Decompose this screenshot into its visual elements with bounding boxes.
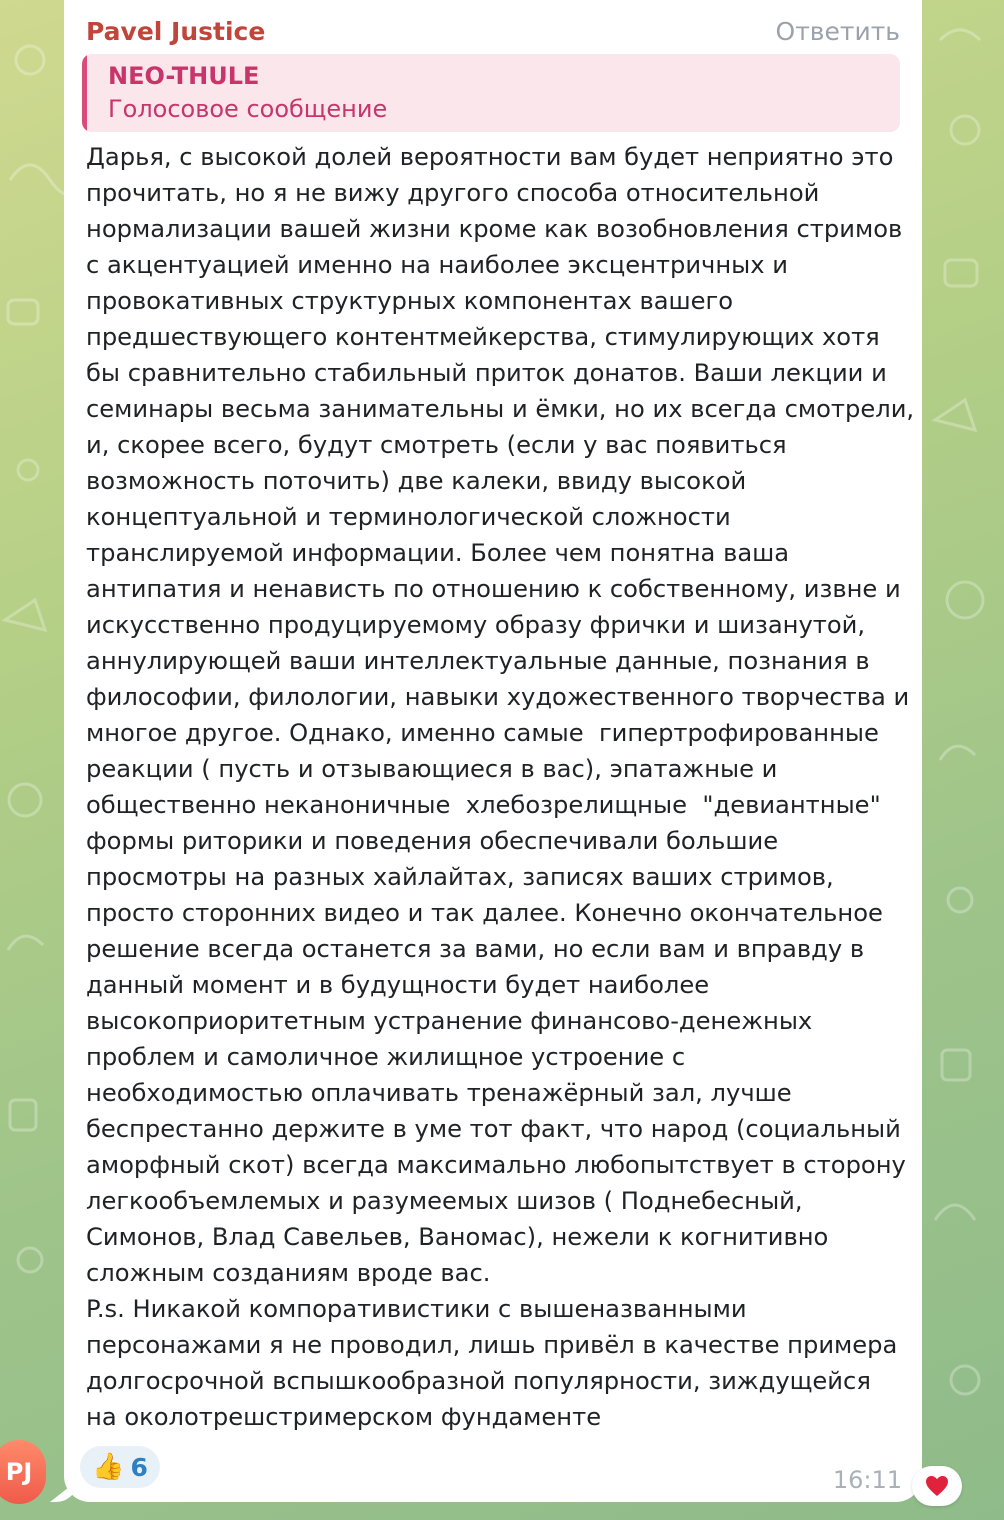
message-line: сложным созданиям вроде вас. xyxy=(86,1259,491,1287)
message-line: решение всегда останется за вами, но если вам и вправду в xyxy=(86,935,865,963)
message-line: бы сравнительно стабильный приток донатов. Ваши лекции и xyxy=(86,359,887,387)
message-line: просмотры на разных хайлайтах, записях ваших стримов, xyxy=(86,863,834,891)
message-line: просто сторонних видео и так далее. Конечно окончательное xyxy=(86,899,883,927)
message-line: легкообъемлемых и разумеемых шизов ( Поднебесный, xyxy=(86,1187,803,1215)
message-line: прочитать, но я не вижу другого способа относительной xyxy=(86,179,820,207)
heart-icon xyxy=(925,1475,949,1497)
message-line: реакции ( пусть и отзывающиеся в вас), эпатажные и xyxy=(86,755,778,783)
message-line: семинары весьма занимательны и ёмки, но их всегда смотрели, xyxy=(86,395,915,423)
quoted-author: NEO-THULE xyxy=(108,62,260,90)
message-line: концептуальной и терминологической сложности xyxy=(86,503,731,531)
message-line: многое другое. Однако, именно самые гипертрофированные xyxy=(86,719,879,747)
message-line: антипатия и ненависть по отношению к собственному, извне и xyxy=(86,575,901,603)
quoted-text: Голосовое сообщение xyxy=(108,95,388,123)
quick-reaction-button[interactable] xyxy=(912,1466,962,1506)
quoted-message[interactable] xyxy=(82,54,900,132)
sender-name[interactable]: Pavel Justice xyxy=(86,17,266,46)
message-line: Дарья, с высокой долей вероятности вам будет неприятно это xyxy=(86,143,894,171)
message-line: и, скорее всего, будут смотреть (если у вас появиться xyxy=(86,431,787,459)
reaction-chip[interactable] xyxy=(80,1446,160,1488)
message-line: предшествующего контентмейкерства, стимулирующих хотя xyxy=(86,323,880,351)
message-line: беспрестанно держите в уме тот факт, что народ (социальный xyxy=(86,1115,901,1143)
message-line: необходимостью оплачивать тренажёрный зал, лучше xyxy=(86,1079,792,1107)
message-line: данный момент и в будущности будет наиболее xyxy=(86,971,710,999)
message-line: общественно неканоничные хлебозрелищные "девиантные" xyxy=(86,791,881,819)
message-line: Симонов, Влад Савельев, Ваномас), нежели к когнитивно xyxy=(86,1223,829,1251)
message-line: транслируемой информации. Более чем понятна ваша xyxy=(86,539,790,567)
thumbs-up-icon: 👍 xyxy=(92,1452,125,1482)
message-time: 16:11 xyxy=(832,1466,902,1494)
message-line: философии, филологии, навыки художественного творчества и xyxy=(86,683,910,711)
message-text xyxy=(86,139,916,1435)
message-line: P.s. Никакой компоративистики с вышеназванными xyxy=(86,1295,747,1323)
message-line: на околотрешстримерском фундаменте xyxy=(86,1403,602,1431)
message-line: нормализации вашей жизни кроме как возобновления стримов xyxy=(86,215,903,243)
avatar[interactable]: PJ xyxy=(0,1440,46,1504)
message-line: высокоприоритетным устранение финансово-денежных xyxy=(86,1007,813,1035)
message-line: возможность поточить) две калеки, ввиду высокой xyxy=(86,467,747,495)
message-line: аннулирующей ваши интеллектуальные данные, познания в xyxy=(86,647,870,675)
message-bubble[interactable] xyxy=(64,0,922,1502)
message-line: долгосрочной вспышкообразной популярности, зиждущейся xyxy=(86,1367,871,1395)
message-line: проблем и самоличное жилищное устроение с xyxy=(86,1043,686,1071)
reaction-count: 6 xyxy=(130,1452,148,1482)
message-line: персонажами я не проводил, лишь привёл в качестве примера xyxy=(86,1331,898,1359)
message-line: провокативных структурных компонентах вашего xyxy=(86,287,734,315)
message-line: искусственно продуцируемому образу фрички и шизанутой, xyxy=(86,611,866,639)
message-line: с акцентуацией именно на наиболее эксцентричных и xyxy=(86,251,788,279)
message-line: аморфный скот) всегда максимально любопытствует в сторону xyxy=(86,1151,906,1179)
reply-button[interactable]: Ответить xyxy=(775,17,900,46)
message-line: формы риторики и поведения обеспечивали большие xyxy=(86,827,779,855)
